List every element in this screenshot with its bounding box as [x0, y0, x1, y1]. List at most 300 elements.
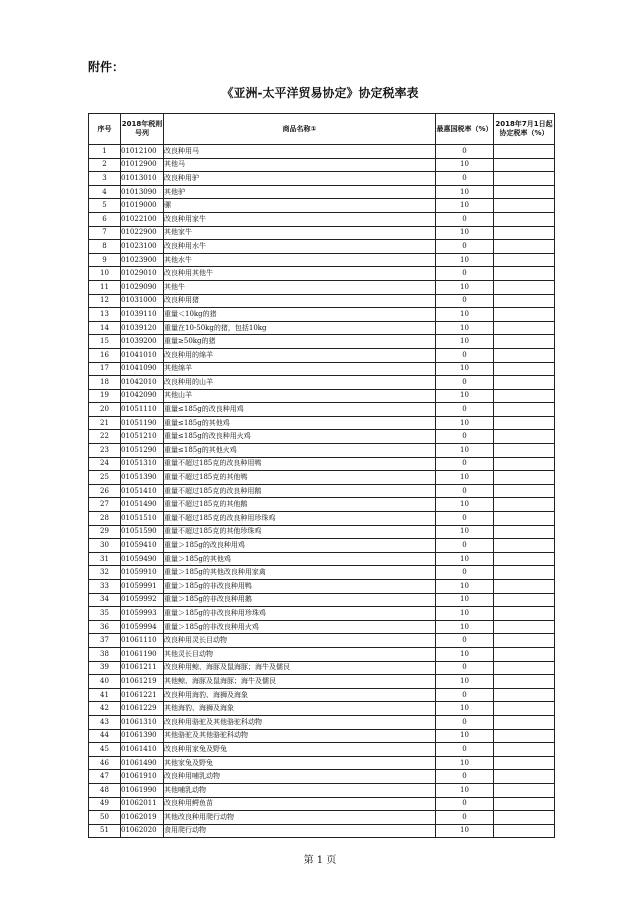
row-product-name: 改良种用灵长目动物 — [164, 634, 436, 648]
row-tariff-code: 01051190 — [121, 416, 164, 430]
row-agreement-rate — [494, 212, 555, 226]
row-product-name: 食用爬行动物 — [164, 824, 436, 838]
row-product-name: 重量≤185g的改良种用火鸡 — [164, 430, 436, 444]
header-serial-number: 序号 — [89, 114, 121, 145]
page-number: 第 1 页 — [303, 855, 337, 866]
row-serial-number: 41 — [89, 688, 121, 702]
row-serial-number: 31 — [89, 552, 121, 566]
row-mfn-rate: 10 — [436, 525, 494, 539]
row-product-name: 改良种用马 — [164, 145, 436, 159]
row-mfn-rate: 10 — [436, 498, 494, 512]
row-product-name: 重量不超过185克的其他鹅 — [164, 498, 436, 512]
row-tariff-code: 01013010 — [121, 172, 164, 186]
row-serial-number: 37 — [89, 634, 121, 648]
row-serial-number: 5 — [89, 199, 121, 213]
table-row — [89, 212, 555, 226]
table-row — [89, 675, 555, 689]
row-serial-number: 39 — [89, 661, 121, 675]
row-tariff-code: 01061190 — [121, 647, 164, 661]
row-mfn-rate: 10 — [436, 824, 494, 838]
row-tariff-code: 01059994 — [121, 620, 164, 634]
table-row — [89, 647, 555, 661]
row-product-name: 其他家兔及野兔 — [164, 756, 436, 770]
row-serial-number: 43 — [89, 715, 121, 729]
row-tariff-code: 01061211 — [121, 661, 164, 675]
row-mfn-rate: 0 — [436, 512, 494, 526]
row-agreement-rate — [494, 403, 555, 417]
row-serial-number: 48 — [89, 783, 121, 797]
row-tariff-code: 01013090 — [121, 185, 164, 199]
row-product-name: 其他绵羊 — [164, 362, 436, 376]
table-row — [89, 702, 555, 716]
table-row — [89, 471, 555, 485]
header-product-name: 商品名称① — [164, 114, 436, 145]
row-mfn-rate: 0 — [436, 688, 494, 702]
table-row — [89, 756, 555, 770]
row-tariff-code: 01041090 — [121, 362, 164, 376]
table-row — [89, 729, 555, 743]
row-tariff-code: 01022100 — [121, 212, 164, 226]
row-product-name: 重量＞185g的其他鸡 — [164, 552, 436, 566]
table-row — [89, 280, 555, 294]
header-agreement-rate: 2018年7月1日起协定税率（%） — [494, 114, 555, 145]
row-serial-number: 30 — [89, 539, 121, 553]
row-serial-number: 46 — [89, 756, 121, 770]
row-tariff-code: 01022900 — [121, 226, 164, 240]
row-agreement-rate — [494, 620, 555, 634]
row-agreement-rate — [494, 593, 555, 607]
row-mfn-rate: 10 — [436, 552, 494, 566]
row-serial-number: 47 — [89, 770, 121, 784]
row-agreement-rate — [494, 362, 555, 376]
row-agreement-rate — [494, 199, 555, 213]
row-mfn-rate: 0 — [436, 145, 494, 159]
row-mfn-rate: 0 — [436, 566, 494, 580]
table-row — [89, 185, 555, 199]
table-row — [89, 376, 555, 390]
row-tariff-code: 01051390 — [121, 471, 164, 485]
row-agreement-rate — [494, 715, 555, 729]
row-agreement-rate — [494, 471, 555, 485]
table-row — [89, 620, 555, 634]
row-agreement-rate — [494, 158, 555, 172]
row-mfn-rate: 0 — [436, 348, 494, 362]
row-serial-number: 12 — [89, 294, 121, 308]
row-serial-number: 3 — [89, 172, 121, 186]
row-tariff-code: 01041010 — [121, 348, 164, 362]
row-serial-number: 33 — [89, 580, 121, 594]
row-product-name: 重量＞185g的其他改良种用家禽 — [164, 566, 436, 580]
row-product-name: 其他灵长目动物 — [164, 647, 436, 661]
row-tariff-code: 01059490 — [121, 552, 164, 566]
row-product-name: 其他水牛 — [164, 253, 436, 267]
row-mfn-rate: 0 — [436, 403, 494, 417]
table-row — [89, 634, 555, 648]
row-product-name: 其他哺乳动物 — [164, 783, 436, 797]
row-agreement-rate — [494, 783, 555, 797]
row-mfn-rate: 10 — [436, 389, 494, 403]
row-agreement-rate — [494, 770, 555, 784]
row-mfn-rate: 0 — [436, 634, 494, 648]
row-agreement-rate — [494, 294, 555, 308]
row-product-name: 骡 — [164, 199, 436, 213]
row-mfn-rate: 0 — [436, 770, 494, 784]
row-mfn-rate: 0 — [436, 267, 494, 281]
row-agreement-rate — [494, 607, 555, 621]
row-agreement-rate — [494, 430, 555, 444]
row-agreement-rate — [494, 376, 555, 390]
row-tariff-code: 01061310 — [121, 715, 164, 729]
row-mfn-rate: 0 — [436, 172, 494, 186]
row-mfn-rate: 10 — [436, 756, 494, 770]
row-serial-number: 28 — [89, 512, 121, 526]
row-serial-number: 22 — [89, 430, 121, 444]
row-serial-number: 9 — [89, 253, 121, 267]
table-row — [89, 797, 555, 811]
row-agreement-rate — [494, 253, 555, 267]
table-row — [89, 661, 555, 675]
table-row — [89, 580, 555, 594]
row-product-name: 其他改良种用爬行动物 — [164, 811, 436, 825]
row-mfn-rate: 0 — [436, 797, 494, 811]
table-row — [89, 525, 555, 539]
table-row — [89, 158, 555, 172]
row-product-name: 重量＜10kg的猪 — [164, 308, 436, 322]
row-tariff-code: 01061990 — [121, 783, 164, 797]
row-tariff-code: 01039120 — [121, 321, 164, 335]
row-mfn-rate: 10 — [436, 702, 494, 716]
row-agreement-rate — [494, 539, 555, 553]
table-row — [89, 770, 555, 784]
row-tariff-code: 01051310 — [121, 457, 164, 471]
row-agreement-rate — [494, 280, 555, 294]
row-serial-number: 51 — [89, 824, 121, 838]
row-agreement-rate — [494, 824, 555, 838]
row-tariff-code: 01031000 — [121, 294, 164, 308]
row-tariff-code: 01042090 — [121, 389, 164, 403]
row-product-name: 改良种用鳄鱼苗 — [164, 797, 436, 811]
row-tariff-code: 01061490 — [121, 756, 164, 770]
row-mfn-rate: 0 — [436, 715, 494, 729]
row-product-name: 其他牛 — [164, 280, 436, 294]
row-tariff-code: 01039200 — [121, 335, 164, 349]
row-tariff-code: 01051290 — [121, 444, 164, 458]
row-serial-number: 20 — [89, 403, 121, 417]
row-agreement-rate — [494, 743, 555, 757]
row-product-name: 重量≤185g的其他火鸡 — [164, 444, 436, 458]
row-agreement-rate — [494, 172, 555, 186]
row-mfn-rate: 10 — [436, 729, 494, 743]
row-tariff-code: 01059410 — [121, 539, 164, 553]
row-mfn-rate: 10 — [436, 620, 494, 634]
row-product-name: 重量不超过185克的其他珍珠鸡 — [164, 525, 436, 539]
row-mfn-rate: 10 — [436, 444, 494, 458]
table-row — [89, 593, 555, 607]
row-product-name: 重量＞185g的非改良种用鹅 — [164, 593, 436, 607]
table-row — [89, 145, 555, 159]
row-serial-number: 10 — [89, 267, 121, 281]
row-serial-number: 50 — [89, 811, 121, 825]
row-serial-number: 4 — [89, 185, 121, 199]
table-row — [89, 308, 555, 322]
row-mfn-rate: 10 — [436, 416, 494, 430]
table-row — [89, 498, 555, 512]
row-product-name: 改良种用鲸、海豚及鼠海豚；海牛及儒艮 — [164, 661, 436, 675]
row-mfn-rate: 0 — [436, 294, 494, 308]
row-mfn-rate: 0 — [436, 430, 494, 444]
header-mfn-rate: 最惠国税率（%） — [436, 114, 494, 145]
row-product-name: 改良种用家牛 — [164, 212, 436, 226]
row-serial-number: 14 — [89, 321, 121, 335]
row-agreement-rate — [494, 729, 555, 743]
row-tariff-code: 01062019 — [121, 811, 164, 825]
page-title: 《亚洲-太平洋贸易协定》协定税率表 — [221, 86, 419, 100]
row-serial-number: 13 — [89, 308, 121, 322]
table-row — [89, 172, 555, 186]
row-agreement-rate — [494, 634, 555, 648]
table-row — [89, 321, 555, 335]
row-agreement-rate — [494, 811, 555, 825]
row-agreement-rate — [494, 308, 555, 322]
table-row — [89, 444, 555, 458]
row-mfn-rate: 10 — [436, 158, 494, 172]
table-header-row — [89, 114, 555, 145]
row-mfn-rate: 0 — [436, 457, 494, 471]
row-tariff-code: 01051490 — [121, 498, 164, 512]
row-product-name: 重量≤185g的改良种用鸡 — [164, 403, 436, 417]
row-mfn-rate: 0 — [436, 212, 494, 226]
row-agreement-rate — [494, 566, 555, 580]
row-serial-number: 15 — [89, 335, 121, 349]
row-product-name: 改良种用水牛 — [164, 240, 436, 254]
row-serial-number: 42 — [89, 702, 121, 716]
row-mfn-rate: 10 — [436, 593, 494, 607]
row-serial-number: 34 — [89, 593, 121, 607]
row-product-name: 其他骆驼及其他骆驼科动物 — [164, 729, 436, 743]
row-product-name: 改良种用猪 — [164, 294, 436, 308]
row-mfn-rate: 10 — [436, 647, 494, 661]
row-agreement-rate — [494, 321, 555, 335]
table-row — [89, 430, 555, 444]
table-row — [89, 294, 555, 308]
row-product-name: 重量不超过185克的改良种用鸭 — [164, 457, 436, 471]
row-agreement-rate — [494, 552, 555, 566]
table-body — [89, 145, 555, 838]
row-serial-number: 2 — [89, 158, 121, 172]
row-agreement-rate — [494, 512, 555, 526]
row-tariff-code: 01062020 — [121, 824, 164, 838]
row-product-name: 其他驴 — [164, 185, 436, 199]
table-row — [89, 566, 555, 580]
attachment-label: 附件： — [88, 60, 125, 74]
row-agreement-rate — [494, 267, 555, 281]
row-tariff-code: 01023100 — [121, 240, 164, 254]
row-tariff-code: 01023900 — [121, 253, 164, 267]
row-tariff-code: 01059992 — [121, 593, 164, 607]
row-tariff-code: 01019000 — [121, 199, 164, 213]
row-product-name: 其他海豹、海狮及海象 — [164, 702, 436, 716]
row-tariff-code: 01051410 — [121, 484, 164, 498]
row-product-name: 重量不超过185克的其他鸭 — [164, 471, 436, 485]
row-mfn-rate: 0 — [436, 240, 494, 254]
row-tariff-code: 01012100 — [121, 145, 164, 159]
row-mfn-rate: 0 — [436, 661, 494, 675]
row-product-name: 改良种用哺乳动物 — [164, 770, 436, 784]
table-row — [89, 240, 555, 254]
row-serial-number: 25 — [89, 471, 121, 485]
table-row — [89, 552, 555, 566]
row-mfn-rate: 10 — [436, 253, 494, 267]
row-product-name: 改良种用骆驼及其他骆驼科动物 — [164, 715, 436, 729]
row-agreement-rate — [494, 444, 555, 458]
table-row — [89, 348, 555, 362]
row-serial-number: 45 — [89, 743, 121, 757]
row-mfn-rate: 0 — [436, 484, 494, 498]
row-tariff-code: 01061110 — [121, 634, 164, 648]
row-agreement-rate — [494, 185, 555, 199]
table-row — [89, 607, 555, 621]
row-agreement-rate — [494, 647, 555, 661]
row-product-name: 改良种用的山羊 — [164, 376, 436, 390]
row-serial-number: 36 — [89, 620, 121, 634]
row-mfn-rate: 10 — [436, 335, 494, 349]
table-row — [89, 199, 555, 213]
row-serial-number: 16 — [89, 348, 121, 362]
row-agreement-rate — [494, 702, 555, 716]
row-tariff-code: 01029090 — [121, 280, 164, 294]
row-agreement-rate — [494, 580, 555, 594]
row-tariff-code: 01051210 — [121, 430, 164, 444]
row-mfn-rate: 10 — [436, 321, 494, 335]
row-serial-number: 32 — [89, 566, 121, 580]
row-mfn-rate: 0 — [436, 811, 494, 825]
row-mfn-rate: 10 — [436, 226, 494, 240]
row-mfn-rate: 0 — [436, 376, 494, 390]
row-mfn-rate: 10 — [436, 280, 494, 294]
row-serial-number: 18 — [89, 376, 121, 390]
row-serial-number: 11 — [89, 280, 121, 294]
row-tariff-code: 01051110 — [121, 403, 164, 417]
row-tariff-code: 01062011 — [121, 797, 164, 811]
row-tariff-code: 01061410 — [121, 743, 164, 757]
row-product-name: 改良种用海豹、海狮及海象 — [164, 688, 436, 702]
row-agreement-rate — [494, 226, 555, 240]
row-serial-number: 8 — [89, 240, 121, 254]
row-agreement-rate — [494, 675, 555, 689]
row-serial-number: 7 — [89, 226, 121, 240]
row-agreement-rate — [494, 498, 555, 512]
row-tariff-code: 01042010 — [121, 376, 164, 390]
row-mfn-rate: 10 — [436, 607, 494, 621]
row-tariff-code: 01059993 — [121, 607, 164, 621]
row-product-name: 重量＞185g的非改良种用鸭 — [164, 580, 436, 594]
table-row — [89, 783, 555, 797]
table-row — [89, 362, 555, 376]
row-mfn-rate: 10 — [436, 675, 494, 689]
table-row — [89, 743, 555, 757]
row-mfn-rate: 10 — [436, 783, 494, 797]
row-mfn-rate: 10 — [436, 471, 494, 485]
row-mfn-rate: 0 — [436, 539, 494, 553]
row-agreement-rate — [494, 416, 555, 430]
row-serial-number: 40 — [89, 675, 121, 689]
row-serial-number: 24 — [89, 457, 121, 471]
row-serial-number: 44 — [89, 729, 121, 743]
row-product-name: 重量在10-50kg的猪，包括10kg — [164, 321, 436, 335]
row-agreement-rate — [494, 688, 555, 702]
row-product-name: 其他马 — [164, 158, 436, 172]
row-tariff-code: 01051590 — [121, 525, 164, 539]
table-row — [89, 824, 555, 838]
row-agreement-rate — [494, 348, 555, 362]
row-product-name: 改良种用驴 — [164, 172, 436, 186]
tariff-rate-table — [88, 113, 555, 838]
row-agreement-rate — [494, 389, 555, 403]
row-tariff-code: 01061229 — [121, 702, 164, 716]
row-tariff-code: 01012900 — [121, 158, 164, 172]
table-row — [89, 403, 555, 417]
table-row — [89, 253, 555, 267]
row-tariff-code: 01061390 — [121, 729, 164, 743]
row-product-name: 重量不超过185克的改良种用珍珠鸡 — [164, 512, 436, 526]
row-tariff-code: 01029010 — [121, 267, 164, 281]
row-agreement-rate — [494, 525, 555, 539]
table-row — [89, 416, 555, 430]
table-row — [89, 688, 555, 702]
table-row — [89, 457, 555, 471]
row-mfn-rate: 10 — [436, 580, 494, 594]
row-agreement-rate — [494, 661, 555, 675]
row-mfn-rate: 10 — [436, 185, 494, 199]
table-row — [89, 484, 555, 498]
row-product-name: 重量不超过185克的改良种用鹅 — [164, 484, 436, 498]
row-mfn-rate: 0 — [436, 743, 494, 757]
row-serial-number: 29 — [89, 525, 121, 539]
row-serial-number: 49 — [89, 797, 121, 811]
row-product-name: 重量＞185g的非改良种用火鸡 — [164, 620, 436, 634]
table-row — [89, 811, 555, 825]
row-tariff-code: 01059910 — [121, 566, 164, 580]
row-tariff-code: 01061910 — [121, 770, 164, 784]
row-tariff-code: 01059991 — [121, 580, 164, 594]
row-agreement-rate — [494, 335, 555, 349]
row-serial-number: 27 — [89, 498, 121, 512]
row-agreement-rate — [494, 240, 555, 254]
table-row — [89, 715, 555, 729]
row-serial-number: 23 — [89, 444, 121, 458]
row-product-name: 改良种用家兔及野兔 — [164, 743, 436, 757]
row-serial-number: 6 — [89, 212, 121, 226]
row-mfn-rate: 10 — [436, 199, 494, 213]
row-agreement-rate — [494, 145, 555, 159]
header-tariff-code: 2018年税则号列 — [121, 114, 164, 145]
row-product-name: 改良种用其他牛 — [164, 267, 436, 281]
row-serial-number: 35 — [89, 607, 121, 621]
table-row — [89, 335, 555, 349]
row-product-name: 其他山羊 — [164, 389, 436, 403]
row-serial-number: 38 — [89, 647, 121, 661]
row-serial-number: 26 — [89, 484, 121, 498]
row-serial-number: 19 — [89, 389, 121, 403]
table-row — [89, 389, 555, 403]
row-product-name: 其他家牛 — [164, 226, 436, 240]
row-product-name: 重量≥50kg的猪 — [164, 335, 436, 349]
row-tariff-code: 01061219 — [121, 675, 164, 689]
table-row — [89, 539, 555, 553]
row-mfn-rate: 10 — [436, 308, 494, 322]
row-tariff-code: 01061221 — [121, 688, 164, 702]
row-product-name: 重量≤185g的其他鸡 — [164, 416, 436, 430]
